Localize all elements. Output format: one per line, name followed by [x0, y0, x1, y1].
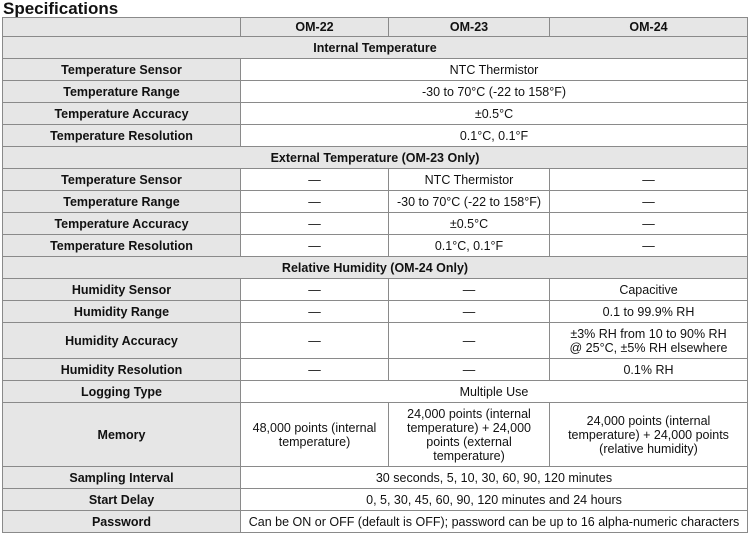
row-value: 0, 5, 30, 45, 60, 90, 120 minutes and 24 hours: [241, 489, 748, 511]
row-label: Temperature Range: [3, 191, 241, 213]
dash-cell: —: [389, 301, 550, 323]
row-value: [550, 323, 748, 359]
table-row: [3, 489, 748, 511]
dash-cell: —: [389, 323, 550, 359]
table-row: [3, 235, 748, 257]
dash-cell: —: [241, 235, 389, 257]
dash-cell: —: [241, 169, 389, 191]
table-row: [3, 301, 748, 323]
row-value: ±0.5°C: [389, 213, 550, 235]
dash-cell: —: [550, 191, 748, 213]
row-label: Logging Type: [3, 381, 241, 403]
table-row: [3, 403, 748, 467]
row-label: Temperature Accuracy: [3, 103, 241, 125]
row-value: Multiple Use: [241, 381, 748, 403]
row-label: Sampling Interval: [3, 467, 241, 489]
dash-cell: —: [550, 235, 748, 257]
column-header-om24: OM-24: [550, 18, 748, 37]
dash-cell: —: [241, 279, 389, 301]
row-value: Can be ON or OFF (default is OFF); password can be up to 16 alpha-numeric characters: [241, 511, 748, 533]
memory-om24: 24,000 points (internal temperature) + 24,000 points (relative humidity): [550, 403, 748, 467]
row-value: ±0.5°C: [241, 103, 748, 125]
row-label: Start Delay: [3, 489, 241, 511]
table-row: [3, 323, 748, 359]
row-label: Temperature Range: [3, 81, 241, 103]
row-value: NTC Thermistor: [241, 59, 748, 81]
column-header-om23: OM-23: [389, 18, 550, 37]
table-row: [3, 213, 748, 235]
row-value: NTC Thermistor: [389, 169, 550, 191]
memory-om23: 24,000 points (internal temperature) + 24,000 points (external temperature): [389, 403, 550, 467]
page-title: Specifications: [3, 0, 119, 18]
dash-cell: —: [241, 191, 389, 213]
row-label: Humidity Accuracy: [3, 323, 241, 359]
section-internal-temperature: Internal Temperature: [3, 37, 748, 59]
row-value: -30 to 70°C (-22 to 158°F): [389, 191, 550, 213]
row-value: -30 to 70°C (-22 to 158°F): [241, 81, 748, 103]
table-row: [3, 279, 748, 301]
row-value: 0.1°C, 0.1°F: [241, 125, 748, 147]
dash-cell: —: [241, 213, 389, 235]
table-row: [3, 125, 748, 147]
row-label: Humidity Range: [3, 301, 241, 323]
row-label: Password: [3, 511, 241, 533]
row-value: 0.1% RH: [550, 359, 748, 381]
row-value: Capacitive: [550, 279, 748, 301]
dash-cell: —: [389, 279, 550, 301]
row-label: Memory: [3, 403, 241, 467]
column-header-row: [3, 18, 748, 37]
dash-cell: —: [241, 323, 389, 359]
value-line: ±3% RH from 10 to 90% RH: [570, 326, 727, 341]
section-external-temperature: External Temperature (OM-23 Only): [3, 147, 748, 169]
section-row: [3, 257, 748, 279]
table-row: [3, 81, 748, 103]
row-label: Temperature Accuracy: [3, 213, 241, 235]
table-row: [3, 511, 748, 533]
table-row: [3, 191, 748, 213]
dash-cell: —: [550, 169, 748, 191]
specifications-table: [2, 17, 748, 533]
row-label: Humidity Sensor: [3, 279, 241, 301]
row-label: Temperature Resolution: [3, 235, 241, 257]
table-row: [3, 59, 748, 81]
row-value: 0.1°C, 0.1°F: [389, 235, 550, 257]
row-label: Temperature Resolution: [3, 125, 241, 147]
table-row: [3, 169, 748, 191]
value-line: @ 25°C, ±5% RH elsewhere: [569, 340, 728, 355]
column-header-om22: OM-22: [241, 18, 389, 37]
table-row: [3, 381, 748, 403]
row-value: 0.1 to 99.9% RH: [550, 301, 748, 323]
section-row: [3, 37, 748, 59]
row-label: Humidity Resolution: [3, 359, 241, 381]
corner-cell: [3, 18, 241, 37]
table-row: [3, 467, 748, 489]
dash-cell: —: [241, 359, 389, 381]
table-row: [3, 359, 748, 381]
dash-cell: —: [550, 213, 748, 235]
row-label: Temperature Sensor: [3, 169, 241, 191]
row-value: 30 seconds, 5, 10, 30, 60, 90, 120 minutes: [241, 467, 748, 489]
dash-cell: —: [389, 359, 550, 381]
table-row: [3, 103, 748, 125]
memory-om22: 48,000 points (internal temperature): [241, 403, 389, 467]
dash-cell: —: [241, 301, 389, 323]
section-relative-humidity: Relative Humidity (OM-24 Only): [3, 257, 748, 279]
section-row: [3, 147, 748, 169]
row-label: Temperature Sensor: [3, 59, 241, 81]
